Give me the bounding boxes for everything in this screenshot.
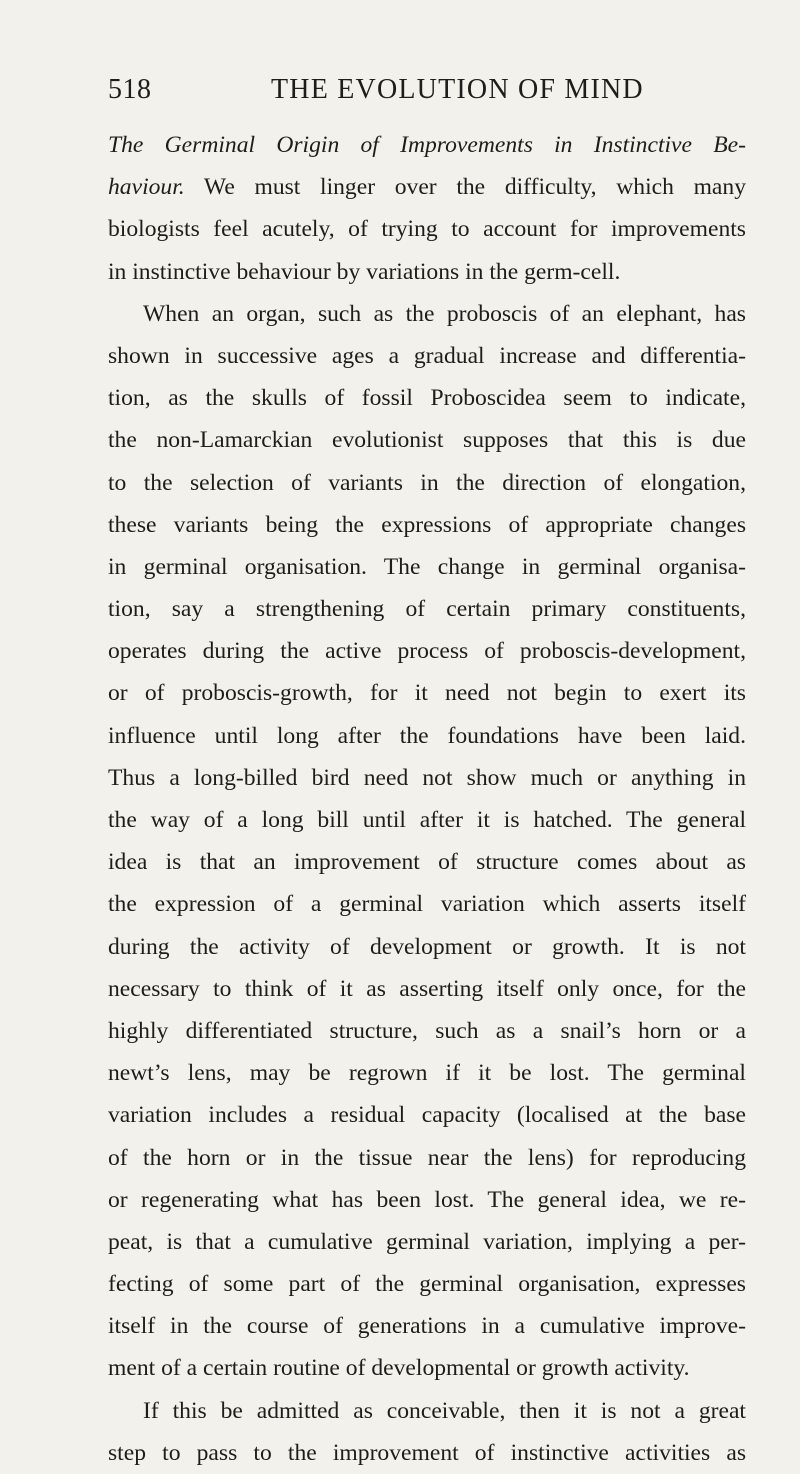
- text-line: Thus a long-billed bird need not show much or anything in: [108, 764, 746, 791]
- text-line: of the horn or in the tissue near the lens) for reproducing: [108, 1144, 746, 1171]
- text-line: the expression of a germinal variation which asserts itself: [108, 891, 746, 918]
- text-line: during the activity of development or growth. It is not: [108, 933, 746, 960]
- text-line: or regenerating what has been lost. The general idea, we re-: [108, 1186, 746, 1213]
- text-line: [108, 124, 746, 166]
- text-line: to the selection of variants in the direction of elongation,: [108, 469, 746, 496]
- body-text: [108, 124, 746, 1474]
- text-line: the non-Lamarckian evolutionist supposes that this is due: [108, 427, 746, 454]
- text-line: the way of a long bill until after it is hatched. The general: [108, 807, 746, 833]
- text-line: When an organ, such as the proboscis of an elephant, has: [143, 300, 746, 327]
- text-line: If this be admitted as conceivable, then it is not a great: [143, 1397, 746, 1424]
- page-number: 518: [108, 74, 152, 105]
- section-heading-continued: haviour.: [108, 174, 185, 201]
- text-line: tion, as the skulls of fossil Proboscidea seem to indicate,: [108, 385, 746, 412]
- text-line: [108, 166, 746, 208]
- text-line: ment of a certain routine of developmental or growth activity.: [108, 1355, 690, 1382]
- text-line: shown in successive ages a gradual increase and differentia-: [108, 342, 746, 369]
- text-line: or of proboscis-growth, for it need not begin to exert its: [108, 680, 746, 707]
- text-line: fecting of some part of the germinal organisation, expresses: [108, 1271, 746, 1298]
- running-title: THE EVOLUTION OF MIND: [271, 74, 644, 105]
- text-line: these variants being the expressions of appropriate changes: [108, 511, 746, 538]
- text-line: variation includes a residual capacity (localised at the base: [108, 1102, 746, 1129]
- text-line: step to pass to the improvement of instinctive activities as: [108, 1439, 746, 1466]
- text-line: tion, say a strengthening of certain primary constituents,: [108, 596, 746, 623]
- text-line: highly differentiated structure, such as a snail’s horn or a: [108, 1017, 746, 1044]
- text-line: operates during the active process of proboscis-development,: [108, 638, 746, 665]
- text-line: in instinctive behaviour by variations in the germ-cell.: [108, 258, 621, 285]
- text-line: influence until long after the foundations have been laid.: [108, 722, 746, 749]
- text-line: peat, is that a cumulative germinal variation, implying a per-: [108, 1228, 746, 1255]
- text-line: idea is that an improvement of structure comes about as: [108, 849, 746, 876]
- text-line: necessary to think of it as asserting itself only once, for the: [108, 975, 746, 1002]
- text-line: biologists feel acutely, of trying to account for improvements: [108, 216, 746, 243]
- text-line: newt’s lens, may be regrown if it be lost. The germinal: [108, 1060, 746, 1087]
- text-line: itself in the course of generations in a cumulative improve-: [108, 1313, 746, 1340]
- running-head: [108, 74, 746, 114]
- section-heading: The Germinal Origin of Improvements in Instinctive Be-: [108, 132, 746, 158]
- text-run: We must linger over the difficulty, which many: [184, 174, 746, 201]
- text-line: in germinal organisation. The change in germinal organisa-: [108, 553, 746, 580]
